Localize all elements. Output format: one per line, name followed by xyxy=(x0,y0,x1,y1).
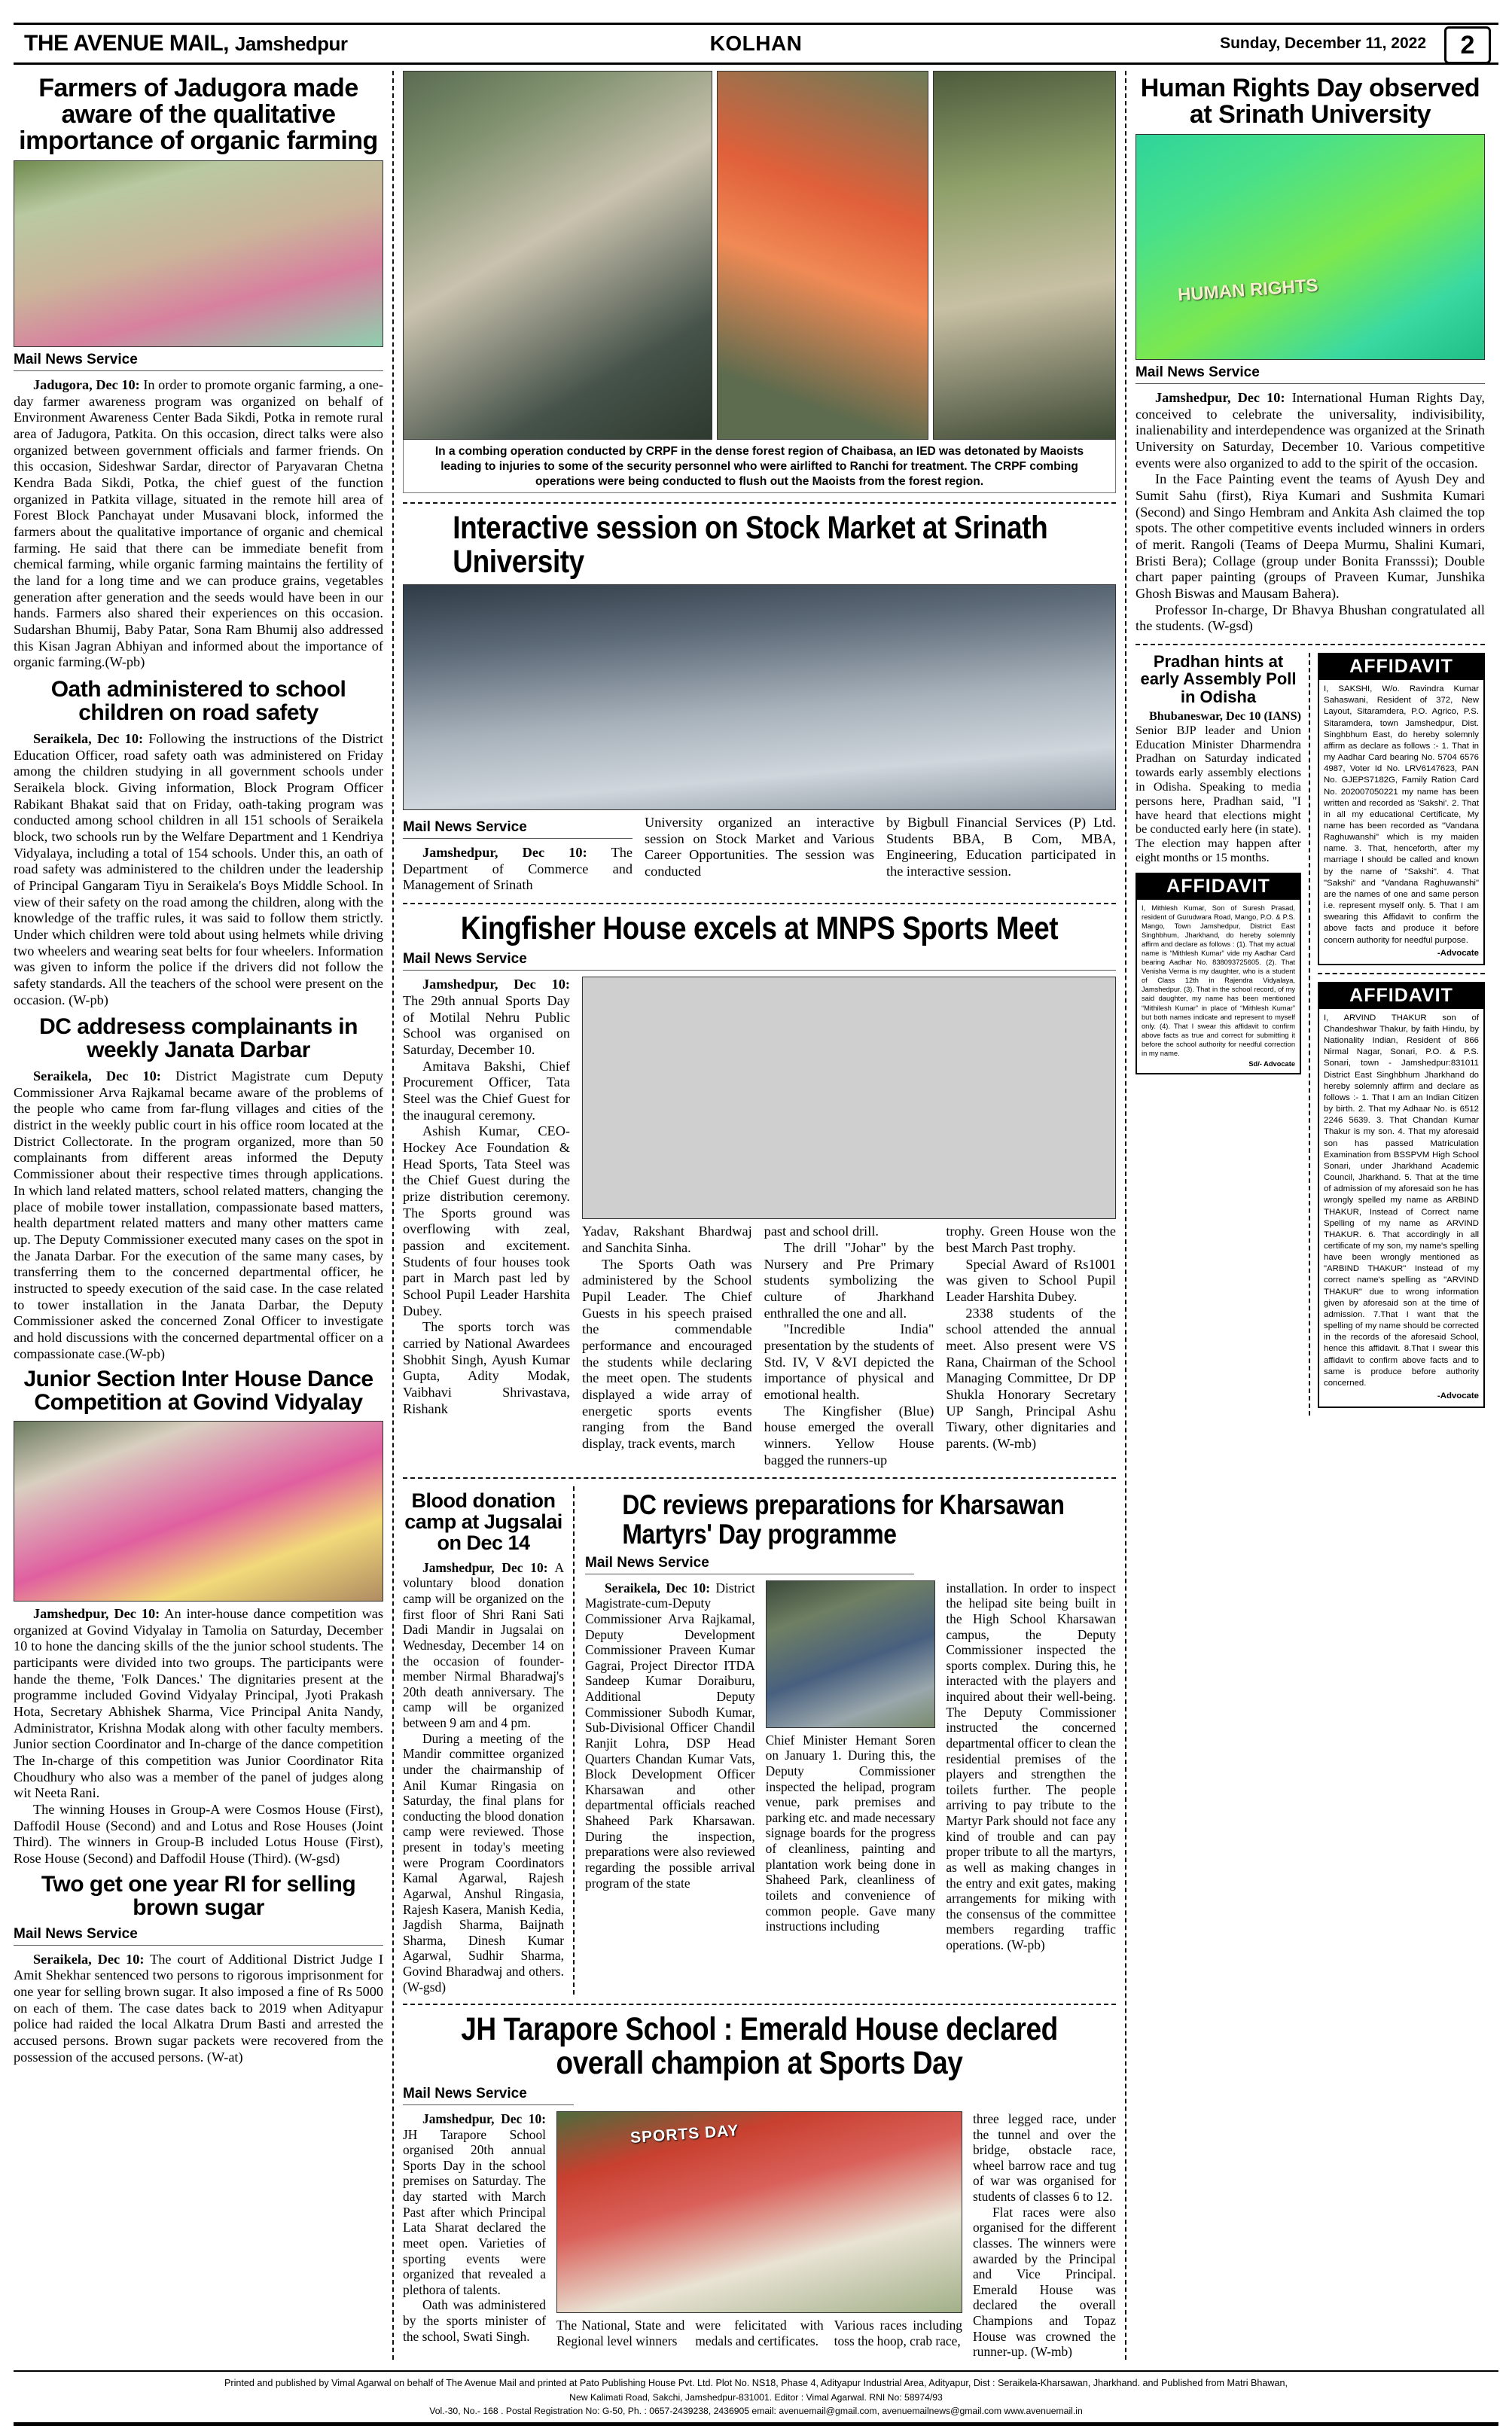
divider-dashed xyxy=(403,2004,1116,2005)
headline-janata-darbar: DC addresess complainants in weekly Janata Darbar xyxy=(39,1014,358,1063)
page-footer xyxy=(14,2370,1498,2418)
lower-middle-block xyxy=(403,1486,1116,1995)
paper-title xyxy=(14,31,347,56)
text-pradhan: Senior BJP leader and Union Education Minister Dharmendra Pradhan on Saturday indicated towards early assembly elections in Odisha. Speaking to media persons here, Pradhan said, "I have heard that elections might be conducted early here (in state). The election may happen after eight months or 15 months. xyxy=(1136,723,1301,864)
photo-tarapore-sports xyxy=(556,2111,962,2313)
byline-kingfisher: Mail News Service xyxy=(403,951,527,968)
affidavit-text-3 xyxy=(1319,1009,1483,1407)
dateline-kingfisher: Jamshedpur, Dec 10: xyxy=(422,977,570,992)
text-human-rights: International Human Rights Day, conceived to celebrate the universality, indivisibility, inalienability and interdependence was organized at the Srinath University on Saturday, December 10. Various competitive events were also organized to add to the spirit of the occasion. xyxy=(1136,390,1486,471)
body-pradhan xyxy=(1136,709,1301,865)
dateline-tarapore: Jamshedpur, Dec 10: xyxy=(422,2111,546,2126)
text-stock-col1: The Department of Commerce and Management of Srinath xyxy=(403,845,633,893)
paper-name: THE AVENUE MAIL, xyxy=(24,31,230,56)
dateline-stock-market: Jamshedpur, Dec 10: xyxy=(422,845,587,861)
affidavit-text-2 xyxy=(1319,680,1483,964)
text-tarapore-c5: three legged race, under the tunnel and over the bridge, obstacle race, wheel barrow race and tug of war was organised for students of classes 6 to 12. xyxy=(973,2111,1116,2204)
text-kf-c1p1: The 29th annual Sports Day of Motilal Nehru Public School was organised on Saturday, December 10. xyxy=(403,993,570,1058)
body-human-rights xyxy=(1136,390,1485,471)
body-organic-farming xyxy=(14,377,383,671)
stock-col-3 xyxy=(886,815,1116,894)
affidavit-sign-1: Sd/- Advocate xyxy=(1248,1059,1295,1068)
text-kharsawan-c1: District Magistrate-cum-Deputy Commissioner Arva Rajkamal, Deputy Development Commissioner Praveen Kumar Gagrai, Project Director ITDA Sandeep Kumar Doraiburu, Additional Deputy Commissioner Subodh Kumar, Sub-Divisional Officer Chandil Ranjit Lohra, DSP Head Quarters Chandan Kumar Vats, Block Development Officer Kharsawan and other departmental officials reached Shaheed Park Kharsawan. During the inspection, preparations were also reviewed regarding the possible arrival program of the state xyxy=(585,1580,755,1891)
byline-tarapore: Mail News Service xyxy=(403,2085,527,2101)
text-tarapore-c1: JH Tarapore School organised 20th annual Sports Day in the school premises on Saturday. The day started with March Past after which Principal Lata Sharat declared the meet open. Varieties of sporting events were organized that revealed a plethora of talents. xyxy=(403,2126,546,2297)
text-kf-c1p2: Amitava Bakshi, Chief Procurement Officer, Tata Steel was the Chief Guest for the inaugural ceremony. xyxy=(403,1058,570,1123)
affidavit-sign-3: -Advocate xyxy=(1437,1391,1479,1401)
headline-dance-competition: Junior Section Inter House Dance Competition at Govind Vidyalay xyxy=(23,1367,373,1416)
dateline-janata-darbar: Seraikela, Dec 10: xyxy=(33,1068,161,1084)
text-kf-c3p3: "Incredible India" presentation by the students of Std. IV, V &VI depicted the importance of physical and emotional health. xyxy=(764,1321,934,1403)
tarapore-col-4 xyxy=(834,2318,962,2348)
kharsawan-col-1 xyxy=(585,1580,755,1953)
headline-tarapore: JH Tarapore School : Emerald House declared overall champion at Sports Day xyxy=(461,2011,1058,2081)
affidavit-box-1 xyxy=(1136,873,1301,1074)
byline-organic-farming: Mail News Service xyxy=(14,352,138,368)
text-dance-competition: An inter-house dance competition was organized at Govind Vidyalay in Tamolia on Saturday, December 10 to hone the dancing skills of the the junior school students. The participants were divided into two groups. The participants were hande the theme, 'Folk Dances.' The dignitaries present at the programme included Govind Vidyalay Principal, Jyoti Prakash Hota, Secretary Abhishek Sharma, Vice Principal Anita Nandy, Administrator, Krishna Modak along with other faculty members. Junior section Coordinator and In-charge of the dance competition The In-charge of this competition was Junior Coordinator Rita Choudhury who also was a member of the panel of judges along wit Neeta Rani. xyxy=(14,1606,383,1801)
photo-strip-crpf xyxy=(403,71,1116,440)
kingfisher-col-1 xyxy=(403,977,570,1468)
divider-dashed xyxy=(403,502,1116,504)
divider-dashed xyxy=(403,903,1116,904)
body-road-safety xyxy=(14,731,383,1008)
photo-dc-inspection xyxy=(766,1580,936,1728)
painting-banner-text: HUMAN RIGHTS xyxy=(1177,275,1319,306)
photo-sports-meet xyxy=(582,977,1116,1219)
text-tarapore-c2: The National, State and Regional level winners xyxy=(556,2317,685,2348)
kingfisher-cols-right xyxy=(582,977,1116,1468)
text-tarapore-c3: were felicitated with medals and certificates. xyxy=(695,2317,824,2348)
text-kf-c1p4: The sports torch was carried by National Awardees Shobhit Singh, Ayush Kumar Gupta, Adity Modak, Vaibhavi Shrivastava, Rishank xyxy=(403,1319,570,1416)
text-organic-farming: In order to promote organic farming, a one-day farmer awareness program was organized on behalf of Environment Awareness Center Bada Sikdi, Potka in remote rural area of Jadugora, Patkita. On this occasion, direct talks were also organized between government officials and farmer friends. On this occasion, Sideshwar Sardar, director of Paryavaran Chetna Kendra Bada Sikdi, Potka, the chief guest of the function organized in Patkita village, situated in the remote hill area of Forest Block Panchayat under Musavani block, informed the farmers about the qualitative importance of organic and chemical farming. He said that there can be immediate benefit from chemical farming, while organic farming maintains the fertility of the land for a long time and we can produce grains, vegetables generation after generation and the seeds would have been in our hands. Farmers also shared their experiences on this occasion. Sudarshan Bhumij, Baby Patar, Sona Ram Bhumij also addressed this Kisan Jagran Abhiyan and informed about the importance of organic farming.(W-pb) xyxy=(14,377,383,670)
dateline-brown-sugar: Seraikela, Dec 10: xyxy=(33,1951,145,1967)
divider-dashed xyxy=(1136,644,1485,645)
body-blood-donation xyxy=(403,1560,564,1731)
headline-brown-sugar: Two get one year RI for selling brown sugar xyxy=(41,1871,356,1920)
text-human-rights-2: In the Face Painting event the teams of Ayush Dey and Sumit Sahu (first), Riya Kumari and Sushmita Kumari (Second) and Singo Hembram and Ankita Ash claimed the top spots. The other competitive events included winners in orders of merit. Rangoli (Teams of Deepa Murmu, Shalini Kumari, Bristi Bera); Collage (group under Bonita Fransssi); Double chart paper painting (groups of Praveen Kumar, Junshika Ghosh Biswas and Mausam Bahera). xyxy=(1136,471,1485,602)
divider-dashed xyxy=(403,1477,1116,1479)
story-dance-competition xyxy=(14,1368,383,1867)
kingfisher-col-2 xyxy=(582,1224,752,1468)
headline-blood-donation: Blood donation camp at Jugsalai on Dec 14 xyxy=(404,1489,562,1555)
tarapore-col-3 xyxy=(695,2318,823,2348)
body-kingfisher-1 xyxy=(403,977,570,1058)
footer-line-1: Printed and published by Vimal Agarwal on behalf of The Avenue Mail and printed at Pato Publishing House Pvt. Ltd. Plot No. NS18, Phase 4, Adityapur Industrial Area, Adityapur, Dist : Seraikela-Kharsawan, Jharkhand. and Published from Matri Bhawan, xyxy=(224,2377,1288,2388)
affidavit-box-2 xyxy=(1318,653,1485,965)
kingfisher-columns xyxy=(403,977,1116,1468)
text-stock-col3: by Bigbull Financial Services (P) Ltd. Students BBA, B Com, MBA, Engineering, Education participated in the interactive session. xyxy=(886,815,1116,879)
tarapore-subcolumns xyxy=(556,2318,962,2348)
kharsawan-col-3 xyxy=(946,1580,1116,1953)
text-kf-c3p2: The drill "Johar" by the Nursery and Pre Primary students symbolizing the culture of Jharkhand enthralled the one and all. xyxy=(764,1240,934,1321)
body-brown-sugar xyxy=(14,1952,383,2066)
byline-rule xyxy=(14,370,383,371)
stock-col-1 xyxy=(403,815,633,894)
text-brown-sugar: The court of Additional District Judge I Amit Shekhar sentenced two persons to rigorous imprisonment for one year for selling brown sugar. It also imposed a fine of Rs 5000 on each of them. The case dates back to 2019 when Adityapur police had raided the local Alkatra Drum Basti and arrested the accused persons. Brown sugar packets were recovered from the possession of the accused persons. (W-at) xyxy=(14,1951,383,2065)
affidavit-title-1: AFFIDAVIT xyxy=(1137,874,1300,900)
byline-rule xyxy=(1136,383,1485,384)
dateline-human-rights: Jamshedpur, Dec 10: xyxy=(1155,390,1285,406)
stock-market-columns xyxy=(403,815,1116,894)
footer-line-2: New Kalimati Road, Sakchi, Jamshedpur-831001. Editor : Vimal Agarwal. RNI No: 58974/93 xyxy=(569,2391,943,2403)
section-title: KOLHAN xyxy=(709,32,803,55)
text-dance-competition-2: The winning Houses in Group-A were Cosmos House (First), Daffodil House (Second) and and Lotus and Rose Houses (Joint Third). The winners in Group-B included Lotus House (First), Rose House (Second) and Daffodil House (Third). (W-gsd) xyxy=(14,1802,383,1867)
affidavit-text-1 xyxy=(1137,900,1300,1073)
text-kf-c4p2: Special Award of Rs1001 was given to School Pupil Leader Harshita Dubey. xyxy=(946,1256,1117,1305)
text-kf-c4p1: trophy. Green House won the best March Past trophy. xyxy=(946,1224,1117,1256)
text-blood-donation: A voluntary blood donation camp will be organized on the first floor of Shri Rani Sati Dadi Mandir in Jugsalai on Wednesday, December 14 on the occasion of founder-member Nirmal Bharadwaj's 20th death anniversary. The camp will be organized between 9 am and 4 pm. xyxy=(403,1559,564,1731)
text-tarapore-c1b: Oath was administered by the sports minister of the school, Swati Singh. xyxy=(403,2297,546,2344)
dateline-organic-farming: Jadugora, Dec 10: xyxy=(33,377,140,393)
text-janata-darbar: District Magistrate cum Deputy Commissioner Arva Rajkamal became aware of the problems of the people who came from far-flung villages and cities of the district in the weekly public court in his office room located at the District Collectorate. In the program organized, more than 50 complainants from different areas informed the Deputy Commissioner about their respective times through applications. In which land related matters, school related matters, changing the place of mobile tower installation, compassionate based matters, health department related matters and many other matters came up. The Deputy Commissioner executed many cases on the spot in the Janata Darbar. For the execution of the same many cases, by transferring them to the concerned departmental officer, he instructed to speedy execution of the said case. In the case related to tower installation in the Janata Darbar, the Deputy Commissioner asked the concerned Zonal Officer to investigate and hold discussions with the concerned departmental officer on a compassionate case.(W-pb) xyxy=(14,1068,383,1361)
text-kf-c2p2: The Sports Oath was administered by the School Pupil Leader. The Chief Guests in his speech praised the commendable performance and encouraged the students while declaring the meet open. The students displayed a wide array of energetic sports events ranging from the Band display, track events, march xyxy=(582,1256,752,1452)
story-blood-donation xyxy=(403,1486,575,1995)
story-human-rights xyxy=(1136,75,1485,635)
headline-organic-farming: Farmers of Jadugora made aware of the qualitative importance of organic farming xyxy=(19,74,378,156)
tarapore-columns xyxy=(403,2111,1116,2360)
text-kf-c3p4: The Kingfisher (Blue) house emerged the overall winners. Yellow House bagged the runners-up xyxy=(764,1403,934,1467)
affidavit-sign-2: -Advocate xyxy=(1437,948,1479,958)
footer-rule xyxy=(14,2422,1498,2426)
newspaper-page xyxy=(0,23,1512,2424)
affidavit-body-2: I, SAKSHI, W/o. Ravindra Kumar Sahaswani, Resident of 372, New Layout, Sitaramdera, P.O. Agrico, P.S. Sitaramdera, town Jamshedpur, Dist. Singhbhum East, do hereby solemnly affirm as declare as follows :- 1. That in my Aadhar Card bearing No. 5704 6576 4987, Voter Id No. LRV6147623, PAN No. GJEPS7182G, Family Ration Card No. 202007050221 my name has been written and recorded as 'Sakshi'. 2. That in all my educational Certificate, My name has been recorded as "Vandana Raghuwanshi" which is my maiden name. 3. That, henceforth, after my marriage I should be called and known by the name of "Sakshi". 4. That "Sakshi" and "Vandana Raghuwanshi" are the names of one and same person i.e. represent myself only. 5. That I am swearing this Affidavit to confirm the above facts and produce it before concern authority for needful purpose. xyxy=(1324,684,1479,945)
tarapore-col-right xyxy=(556,2111,962,2360)
story-janata-darbar xyxy=(14,1016,383,1362)
text-kf-c2p1: Yadav, Rakshant Bhardwaj and Sanchita Sinha. xyxy=(582,1224,752,1256)
body-janata-darbar xyxy=(14,1068,383,1362)
column-left xyxy=(14,71,392,2360)
issue-date: Sunday, December 11, 2022 xyxy=(1220,35,1426,52)
affidavit-body-1: I, Mithlesh Kumar, Son of Suresh Prasad, resident of Gurudwara Road, Mango, P.O. & P.S. Mango, Town Jamshedpur, District East Singhbhum, Jharkhand, do hereby solemnly affirm and declare as follows : (1). That my actual name is “Mithlesh Kumar” vide my Aadhar Card bearing Aadhar No. 838093725605. (2). That Venisha Verma is my daughter, who is a student of Class 12th in Rajendra Vidyalaya, Jamshedpur. (3). That in the school record, of my said daughter, my name has been mentioned “Mithilesh Kumar” in place of “Mithlesh Kumar” but both names indicate and represent to myself only. (4). That I swear this affidavit to confirm above facts as true and correct for submitting it before the school authority for needful correction in my name. xyxy=(1142,904,1295,1057)
page-number: 2 xyxy=(1444,26,1491,64)
byline-stock-market: Mail News Service xyxy=(403,819,527,836)
column-middle xyxy=(392,71,1126,2360)
caption-box-crpf xyxy=(403,439,1116,493)
dateline-dance-competition: Jamshedpur, Dec 10: xyxy=(33,1606,160,1621)
kharsawan-columns xyxy=(585,1580,1116,1953)
affidavit-title-2: AFFIDAVIT xyxy=(1319,654,1483,680)
photo-banner-text: SPORTS DAY xyxy=(629,2122,739,2147)
headline-road-safety: Oath administered to school children on road safety xyxy=(50,677,346,726)
text-kharsawan-c3: installation. In order to inspect the helipad site being built in the High School Kharsawan campus, the Deputy Commissioner inspected the sports complex. During this, he interacted with the players and inquired about their well-being. The Deputy Commissioner instructed the concerned departmental officer to clean the residential premises of the players and strengthen the toilets further. The people arriving to pay tribute to the Martyr Park should not face any kind of trouble and can pay proper tribute to all the martyrs, as well as making changes in the entry and exit gates, making arrangements for miking with the consensus of the committee members regarding traffic operations. (W-pb) xyxy=(946,1580,1117,1953)
photo-dance-group xyxy=(14,1421,383,1602)
text-blood-donation-2: During a meeting of the Mandir committee organized under the chairmanship of Anil Kumar Ringasia on Saturday, the final plans for conducting the blood donation camp were reviewed. Those present in today's meeting were Program Coordinators Kamal Agarwal, Rajesh Agarwal, Anshul Ringasia, Rajesh Kasera, Manish Kedia, Jagdish Sharma, Baijnath Sharma, Dinesh Kumar Agarwal, Sudhir Sharma, Govind Bharadwaj and others. (W-gsd) xyxy=(403,1730,564,1995)
kharsawan-col-2 xyxy=(766,1580,936,1953)
dateline-pradhan: Bhubaneswar, Dec 10 (IANS) xyxy=(1149,709,1301,724)
story-brown-sugar xyxy=(14,1873,383,2065)
photo-ied-casualty xyxy=(403,71,712,440)
column-right xyxy=(1126,71,1485,2360)
masthead xyxy=(14,23,1498,65)
photo-farmers-meeting xyxy=(14,160,383,347)
byline-brown-sugar: Mail News Service xyxy=(14,1925,138,1942)
text-tarapore-c5b: Flat races were also organised for the different classes. The winners were awarded by the Principal and Vice Principal. Emerald House was declared the overall Champions and Topaz House was crowned the runner-up. (W-mb) xyxy=(973,2204,1116,2360)
text-kf-c1p3: Ashish Kumar, CEO-Hockey Ace Foundation & Head Sports, Tata Steel was the Chief Guest during the prize distribution ceremony. The Sports ground was overflowing with zeal, passion and excitement. Students of four houses took part in March past led by School Pupil Leader Harshita Dubey. xyxy=(403,1123,570,1318)
text-stock-col2: University organized an interactive session on Stock Market and Various Career Opportunities. The session was conducted xyxy=(645,815,874,879)
dateline-blood-donation: Jamshedpur, Dec 10: xyxy=(422,1559,548,1575)
photo-forest-patrol xyxy=(933,71,1116,440)
photo-stock-session-group xyxy=(403,584,1116,810)
headline-pradhan: Pradhan hints at early Assembly Poll in Odisha xyxy=(1140,652,1297,706)
byline-rule xyxy=(403,2104,574,2105)
body-dance-competition xyxy=(14,1606,383,1802)
story-road-safety xyxy=(14,678,383,1008)
body-stock-market-1 xyxy=(403,845,633,894)
text-kf-c3p1: past and school drill. xyxy=(764,1224,879,1239)
byline-rule xyxy=(14,1945,383,1946)
headline-human-rights: Human Rights Day observed at Srinath University xyxy=(1140,74,1480,130)
page-grid xyxy=(14,71,1498,2360)
stock-col-2 xyxy=(645,815,874,894)
story-pradhan xyxy=(1136,653,1310,1416)
byline-kharsawan: Mail News Service xyxy=(585,1554,709,1571)
story-kharsawan xyxy=(585,1486,1116,1995)
text-road-safety: Following the instructions of the District Education Officer, road safety oath was administered on Friday among the children studying in all government schools under Seraikela block. Giving information, Block Program Officer Rabikant Bhakat said that on Friday, oath-taking program was conducted among school children in all 151 schools of Seraikela block, two schools run by the Welfare Department and 1 Kendriya Vidyalaya, including a total of 154 schools. Under this, an oath of road safety was administered to the children under the leadership of Principal Gangaram Tiyu in Seraikela's Boys Middle School. In view of their safety on the road among the children, along with the knowledge of the traffic rules, it was said to follow them strictly. Under which children were told about using helmets while driving two wheelers and wearing seat belts for four wheelers. Information was given to inform the police if the drivers did not follow the safety standards. All the teachers of the school were present on the occasion. (W-pb) xyxy=(14,730,383,1007)
body-kharsawan-1 xyxy=(585,1580,755,1891)
affidavit-body-3: I, ARVIND THAKUR son of Chandeshwar Thakur, by faith Hindu, by Nationality Indian, Resident of 866 Nirmal Nagar, Sonari, P.O. & P.S. Sonari, town - Jamshedpur:831011 District East Singhbhum Jharkhand do hereby solemnly affirm and declare as follows :- 1. That I am an Indian Citizen by birth. 2. That my Adhaar No. is 6512 2246 5639. 3. That Chandan Kumar Thakur is my son. 4. That my aforesaid son has passed Matriculation Examination from BSSPVM High School Sonari, under Jharkhand Academic Council, Jharkhand. 5. That at the time of admission of my aforesaid son he has wrongly spelled my name as ARBIND THAKUR, Instead of Correct name Spelling of my name as ARVIND THAKUR. 6. That accordingly in all certificate of my son, my name's spelling have been wrongly mentioned as "ARBIND THAKUR" Instead of my correct name's spelling as "ARVIND THAKUR" due to wrong information given by aforesaid son at the time of admission. 7.That I want that the spelling of my name should be corrected in the records of the aforesaid School, hence this affidavit. 8.That I swear this affidavit to confirm above facts and to same is produce before authority concerned. xyxy=(1324,1013,1479,1388)
tarapore-col-1 xyxy=(403,2111,546,2360)
body-tarapore-1 xyxy=(403,2111,546,2298)
kingfisher-col-4 xyxy=(946,1224,1116,1468)
dateline-kharsawan: Seraikela, Dec 10: xyxy=(605,1580,711,1595)
affidavit-stack xyxy=(1318,653,1485,1416)
byline-rule xyxy=(403,838,633,839)
affidavit-1 xyxy=(1136,873,1301,1074)
tarapore-col-5 xyxy=(973,2111,1116,2360)
footer-line-3: Vol.-30, No.- 168 . Postal Registration No: G-50, Ph. : 0657-2439238, 2436905 email: avenuemail@gmail.com, avenuemailnews@gmail.com www.avenuemail.in xyxy=(429,2406,1083,2417)
text-kf-c4p3: 2338 students of the school attended the annual meet. Also present were VS Rana, Chairman of the School Managing Committee, Dr DP Shukla Honorary Secretary UP Sangh, Principal Ashu Tiwary, other dignitaries and parents. (W-mb) xyxy=(946,1305,1117,1452)
dateline-road-safety: Seraikela, Dec 10: xyxy=(33,730,144,746)
kingfisher-subcolumns xyxy=(582,1224,1116,1468)
text-human-rights-3: Professor In-charge, Dr Bhavya Bhushan congratulated all the students. (W-gsd) xyxy=(1136,602,1485,634)
text-tarapore-c4: Various races including toss the hoop, crab race, xyxy=(834,2317,962,2348)
headline-kharsawan: DC reviews preparations for Kharsawan Martyrs' Day programme xyxy=(622,1489,1065,1550)
caption-crpf: In a combing operation conducted by CRPF in the dense forest region of Chaibasa, an IED was detonated by Maoists leading to injuries to some of the security personnel who were airlifted to Ranchi for treatment. The CRPF combing operations were being conducted to flush out the Maoists from the forest region. xyxy=(434,445,1084,488)
text-kharsawan-c2: Chief Minister Hemant Soren on January 1. During this, the Deputy Commissioner inspected the helipad, program venue, park premises and parking etc. and made necessary signage boards for the progress of cleanliness, painting and plantation work being done in Shaheed Park, cleanliness of toilets and convenience of common people. Gave many instructions including xyxy=(765,1732,936,1934)
kingfisher-col-3 xyxy=(764,1224,934,1468)
affidavit-title-3: AFFIDAVIT xyxy=(1319,983,1483,1009)
affidavit-box-3 xyxy=(1318,982,1485,1408)
photo-smoke-signal xyxy=(717,71,928,440)
paper-city: Jamshedpur xyxy=(234,32,348,55)
photo-human-rights-painting xyxy=(1136,134,1485,360)
tarapore-col-2 xyxy=(556,2318,684,2348)
byline-human-rights: Mail News Service xyxy=(1136,364,1260,381)
headline-stock-market: Interactive session on Stock Market at Srinath University xyxy=(453,510,1048,580)
right-lower-split xyxy=(1136,653,1485,1416)
story-organic-farming xyxy=(14,75,383,671)
headline-kingfisher: Kingfisher House excels at MNPS Sports Meet xyxy=(460,910,1059,947)
affidavit-separator xyxy=(1318,973,1485,974)
byline-rule xyxy=(403,970,1116,971)
